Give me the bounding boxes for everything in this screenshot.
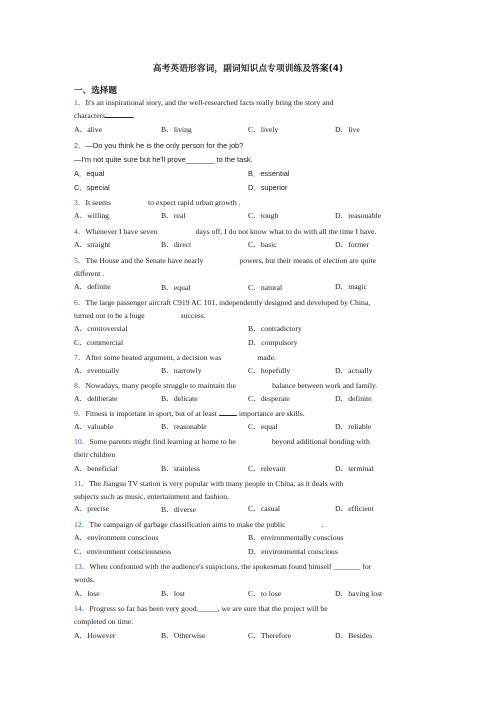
option-a: A．lose (74, 589, 100, 598)
question-number: 4． (74, 227, 86, 236)
question-2-line-2: —I'm not quite sure but he'll prove_______ to the task. (74, 155, 253, 164)
option-d: D．definite (335, 394, 372, 403)
question-number: 14． (74, 604, 90, 613)
question-number: 10． (74, 437, 90, 446)
question-number: 3． (74, 198, 86, 207)
option-d: D．having lost (335, 589, 383, 598)
question-number: 8． (74, 381, 86, 390)
option-b: B．delicate (161, 394, 198, 403)
question-number: 7． (74, 353, 86, 362)
question-7-line-1: 7．After some heated argument, a decision was made. (74, 353, 276, 362)
question-number: 5． (74, 256, 86, 265)
option-b: B．reasonable (161, 422, 207, 431)
question-14-line-1: 14．Progress so far has been very good._____, we are sure that the project will be (74, 604, 328, 613)
option-b: B．diverse (161, 505, 197, 514)
option-b: B．narrowly (161, 366, 202, 375)
option-a: A．controversial (74, 324, 128, 333)
option-d: D．live (335, 125, 360, 134)
option-a: A．deliberate (74, 394, 118, 403)
option-c: C．equal (248, 422, 278, 431)
question-5-line-1: 5．The House and the Senate have nearly powers, but their means of election are quite (74, 256, 376, 265)
option-b: B．living (161, 125, 192, 134)
option-c: C．natural (248, 283, 283, 292)
option-c: C．special (74, 183, 110, 192)
option-a: A．straight (74, 240, 111, 249)
option-d: D．reasonable (335, 211, 382, 220)
question-10-line-1: 10．Some parents might find learning at home to be beyond additional bonding with (74, 437, 370, 446)
question-13-line-1: 13．When confronted with the audience's suspicions, the spokesman found himself _______ for (74, 562, 372, 571)
question-number: 11． (74, 479, 90, 488)
option-b: B．stainless (161, 464, 200, 473)
option-d: D．former (335, 240, 370, 249)
option-b: B．environmentally conscious (248, 533, 344, 542)
question-number: 12． (74, 520, 90, 529)
option-c: C．relevant (248, 464, 286, 473)
option-c: C．environment consciousness (74, 547, 172, 556)
option-c: C．Therefore (248, 631, 292, 640)
option-b: B．equal (161, 283, 191, 292)
option-b: B．essential (248, 169, 290, 178)
option-c: C．lively (248, 125, 279, 134)
question-3-line-1: 3．It seems to expect rapid urban growth . (74, 198, 241, 207)
option-d: D．compulsory (248, 338, 298, 347)
question-11-line-2: subjects such as music, entertainment and fashion. (74, 492, 229, 501)
question-13-line-2: words. (74, 575, 95, 584)
question-6-line-2: turned out to be a huge success. (74, 311, 206, 320)
question-number: 1． (74, 98, 86, 107)
option-a: A．environment conscious (74, 533, 159, 542)
option-a: A．willing (74, 211, 110, 220)
question-number: 9． (74, 409, 86, 418)
question-1-line-2: characters . (74, 111, 136, 120)
question-14-line-2: completed on time. (74, 617, 134, 626)
option-d: D．terminal (335, 464, 374, 473)
option-c: C．desperate (248, 394, 290, 403)
option-d: D．magic (335, 282, 368, 291)
option-a: A．However (74, 631, 116, 640)
question-12-line-1: 12．The campaign of garbage classification aims to make the public . (74, 520, 324, 529)
section-heading: 一、选择题 (74, 86, 117, 96)
question-2-line-1: 2．—Do you think he is the only person for the job? (74, 141, 244, 150)
question-10-line-2: their children (74, 450, 116, 459)
option-d: D．reliable (335, 422, 372, 431)
option-a: A．definite (74, 282, 111, 291)
option-a: A．precise (74, 504, 110, 513)
option-d: D．Besides (335, 631, 373, 640)
question-5-line-2: different . (74, 269, 105, 278)
option-b: B．real (161, 211, 186, 220)
option-c: C．hopefully (248, 366, 291, 375)
option-b: B．lost (161, 589, 185, 598)
page-title: 高考英语形容词，副词知识点专项训练及答案(4) (152, 64, 344, 74)
answer-blank (219, 407, 237, 416)
question-9-line-1: 9．Fitness is important in sport, but of at least importance are skills. (74, 409, 305, 418)
option-c: C．basic (248, 240, 277, 249)
option-c: C．casual (248, 504, 281, 513)
option-c: C．to lose (248, 589, 282, 598)
option-b: B．direct (161, 240, 192, 249)
option-b: B．Otherwise (161, 631, 206, 640)
question-number: 2． (74, 141, 86, 150)
option-d: D．actually (335, 366, 373, 375)
option-a: A．eventually (74, 366, 120, 375)
answer-blank (105, 109, 133, 118)
option-a: A．beneficial (74, 464, 118, 473)
question-1-line-1: 1．It's an inspirational story, and the well-researched facts really bring the story and (74, 98, 334, 107)
option-a: A．equal (74, 169, 105, 178)
question-8-line-1: 8．Nowadays, many people struggle to maintain the balance between work and family. (74, 381, 378, 390)
option-c: C．commercial (74, 338, 124, 347)
question-number: 6． (74, 298, 86, 307)
question-6-line-1: 6．The large passenger aircraft C919 AC 101, independently designed and developed by China, (74, 298, 371, 307)
question-11-line-1: 11．The Jiangsu TV station is very popular with many people in China, as it deals with (74, 479, 344, 488)
option-d: D．efficient (335, 504, 374, 513)
option-d: D．superior (248, 183, 288, 192)
question-number: 13． (74, 562, 90, 571)
option-d: D．environmental conscious (248, 547, 338, 556)
option-c: C．tough (248, 211, 279, 220)
option-a: A．alive (74, 125, 103, 134)
option-b: B．contradictory (248, 324, 302, 333)
question-4-line-1: 4．Whenever I have seven days off, I do not know what to do with all the time I have. (74, 227, 377, 236)
option-a: A．valuable (74, 422, 114, 431)
